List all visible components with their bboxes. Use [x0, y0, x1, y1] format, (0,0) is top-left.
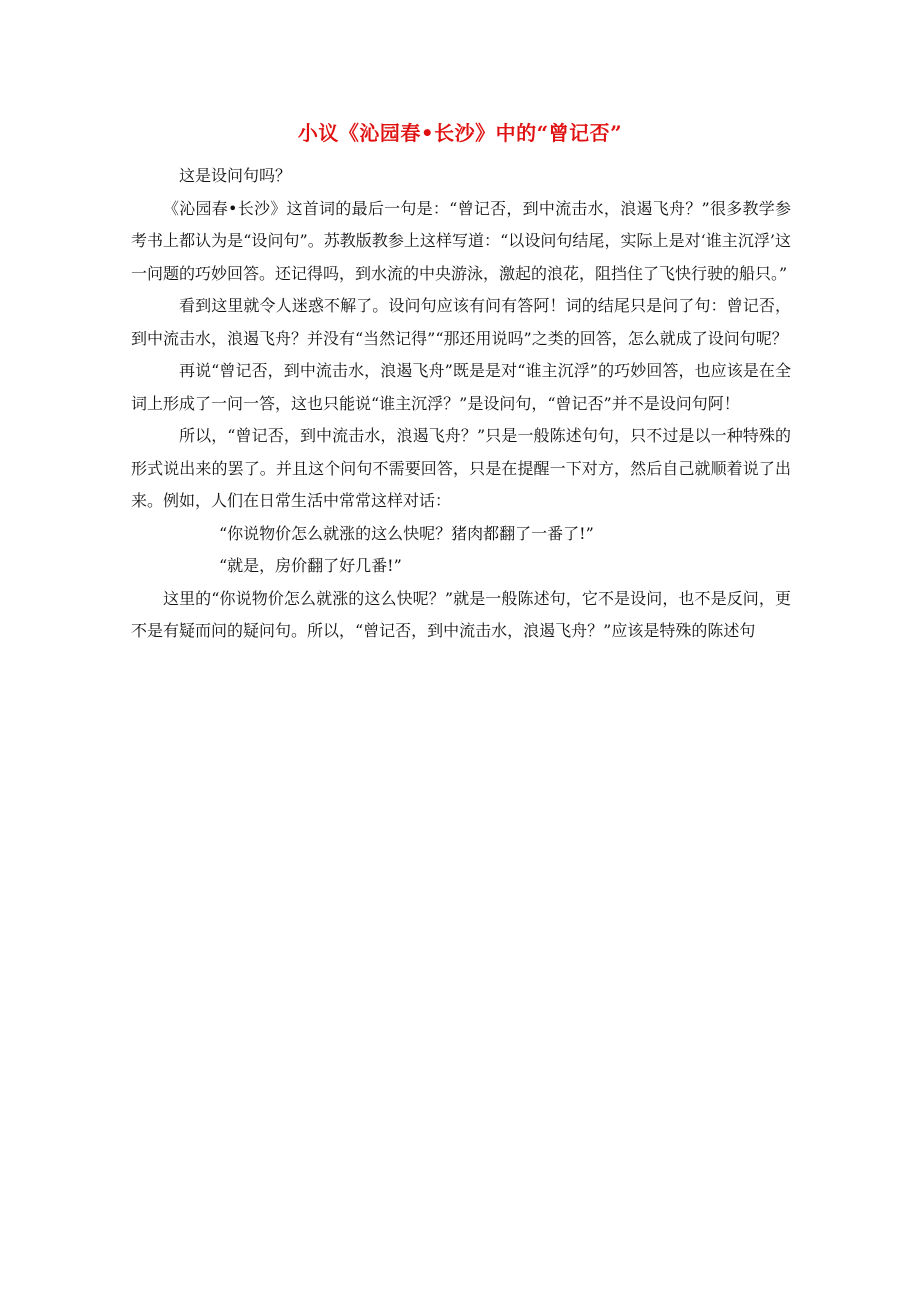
paragraph-conclusion-intro: 所以，“曾记否，到中流击水，浪遏飞舟？”只是一般陈述句句，只不过是以一种特殊的形式说出来的罢了。并且这个问句不需要回答，只是在提醒一下对方，然后自己就顺着说了出来。例如，人们在日常生活中常常这样对话： [131, 426, 791, 510]
paragraph-confusion: 看到这里就令人迷惑不解了。设问句应该有问有答阿！词的结尾只是问了句：曾记否，到中流击水，浪遏飞舟？并没有“当然记得”“那还用说吗”之类的回答，怎么就成了设问句呢？ [131, 296, 791, 348]
paragraph-argument: 再说“曾记否，到中流击水，浪遏飞舟”既是是对“谁主沉浮”的巧妙回答，也应该是在全词上形成了一问一答，这也只能说“谁主沉浮？”是设问句，“曾记否”并不是设问句阿！ [131, 361, 791, 413]
paragraph-quote-source: 《沁园春•长沙》这首词的最后一句是：“曾记否，到中流击水，浪遏飞舟？”很多教学参考书上都认为是“设问句”。苏教版教参上这样写道：“以设问句结尾，实际上是对‘谁主沉浮’这一问题的巧妙回答。还记得吗，到水流的中央游泳，激起的浪花，阻挡住了飞快行驶的船只。” [131, 198, 791, 283]
document-title: 小议《沁园春•长沙》中的“曾记否” [297, 121, 623, 145]
dialogue-line-1: “你说物价怎么就涨的这么快呢？猪肉都翻了一番了!” [219, 523, 594, 543]
paragraph-closing: 这里的“你说物价怎么就涨的这么快呢？”就是一般陈述句，它不是设问，也不是反问，更不是有疑而问的疑问句。所以，“曾记否，到中流击水，浪遏飞舟？”应该是特殊的陈述句 [131, 588, 791, 640]
dialogue-line-2: “就是，房价翻了好几番!” [219, 556, 402, 575]
paragraph-question: 这是设问句吗？ [179, 166, 292, 185]
document-body [131, 160, 791, 648]
